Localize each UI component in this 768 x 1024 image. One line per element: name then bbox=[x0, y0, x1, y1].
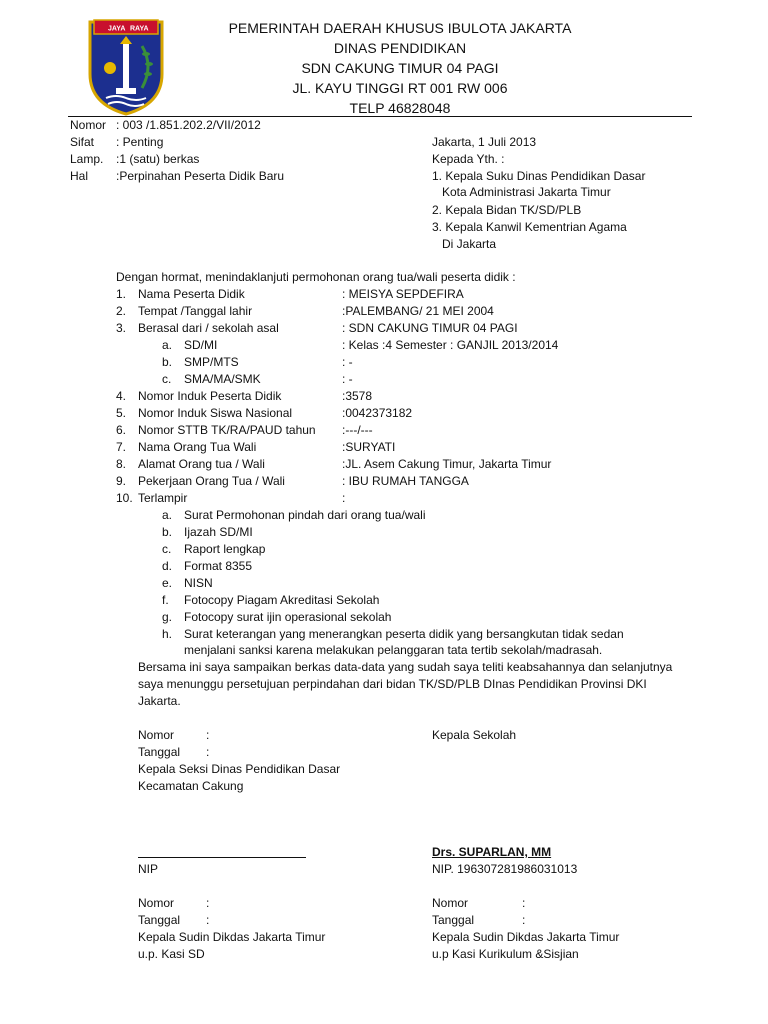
recipient-line: Di Jakarta bbox=[442, 237, 497, 251]
sudin-nomor-label: Nomor bbox=[138, 896, 175, 910]
field-num: b. bbox=[162, 355, 173, 369]
letterhead-divider bbox=[68, 116, 692, 117]
closing-line: saya menunggu persetujuan perpindahan dari bidan TK/SD/PLB DInas Pendidikan Provinsi DKI bbox=[138, 677, 647, 691]
field-num: 8. bbox=[116, 457, 127, 471]
letterhead-line-3: SDN CAKUNG TIMUR 04 PAGI bbox=[301, 60, 499, 76]
field-value: : MEISYA SEPDEFIRA bbox=[342, 287, 464, 301]
field-num: 5. bbox=[116, 406, 127, 420]
recipient-line: Kota Administrasi Jakarta Timur bbox=[442, 185, 611, 199]
letterhead-line-5: TELP 46828048 bbox=[349, 100, 451, 116]
field-label: SD/MI bbox=[184, 338, 218, 352]
sudin-tanggal-label: Tanggal bbox=[138, 913, 181, 927]
sudin-tanggal-label: Tanggal bbox=[432, 913, 475, 927]
field-value: :---/--- bbox=[342, 423, 373, 437]
attachment-letter: c. bbox=[162, 542, 172, 556]
field-label: SMA/MA/SMK bbox=[184, 372, 261, 386]
field-num: 1. bbox=[116, 287, 127, 301]
attachment-letter: d. bbox=[162, 559, 173, 573]
field-value: : bbox=[342, 491, 346, 505]
field-num: 4. bbox=[116, 389, 127, 403]
attachment-text: Format 8355 bbox=[184, 559, 253, 573]
attachment-letter: b. bbox=[162, 525, 173, 539]
attachment-letter: e. bbox=[162, 576, 173, 590]
logo-banner-left: JAYA bbox=[108, 25, 126, 33]
field-value: : SDN CAKUNG TIMUR 04 PAGI bbox=[342, 321, 518, 335]
field-num: 9. bbox=[116, 474, 127, 488]
sudin-title-line: Kepala Sudin Dikdas Jakarta Timur bbox=[432, 930, 620, 944]
field-label: Terlampir bbox=[138, 491, 188, 505]
recipient-line: 2. Kepala Bidan TK/SD/PLB bbox=[432, 203, 582, 217]
field-num: 6. bbox=[116, 423, 127, 437]
field-label: Nomor Induk Siswa Nasional bbox=[138, 406, 293, 420]
meta-label-nomor: Nomor bbox=[70, 118, 107, 132]
sudin-colon: : bbox=[522, 913, 526, 927]
sudin-colon: : bbox=[206, 913, 210, 927]
field-label: Nomor STTB TK/RA/PAUD tahun bbox=[138, 423, 316, 437]
letterhead-line-1: PEMERINTAH DAERAH KHUSUS IBULOTA JAKARTA bbox=[228, 20, 572, 36]
opening-paragraph: Dengan hormat, menindaklanjuti permohonan orang tua/wali peserta didik : bbox=[116, 270, 516, 284]
sudin-title-line: u.p. Kasi SD bbox=[138, 947, 205, 961]
attachment-text: Ijazah SD/MI bbox=[184, 525, 253, 539]
closing-line: Jakarta. bbox=[138, 694, 181, 708]
approval-title-line: Kepala Seksi Dinas Pendidikan Dasar bbox=[138, 762, 341, 776]
meta-label-lamp: Lamp. bbox=[70, 152, 104, 166]
field-label: SMP/MTS bbox=[184, 355, 239, 369]
jakarta-crest-logo bbox=[86, 16, 166, 116]
principal-nip: NIP. 196307281986031013 bbox=[432, 862, 578, 876]
letterhead-line-2: DINAS PENDIDIKAN bbox=[333, 40, 467, 56]
field-label: Tempat /Tanggal lahir bbox=[138, 304, 253, 318]
field-value: : Kelas :4 Semester : GANJIL 2013/2014 bbox=[342, 338, 559, 352]
attachment-letter: a. bbox=[162, 508, 173, 522]
meta-value-sifat: : Penting bbox=[116, 135, 164, 149]
recipient-line: 1. Kepala Suku Dinas Pendidikan Dasar bbox=[432, 169, 646, 183]
closing-line: Bersama ini saya sampaikan berkas data-data yang sudah saya teliti keabsahannya dan selanjutnya bbox=[138, 660, 673, 674]
meta-value-lamp: :1 (satu) berkas bbox=[116, 152, 200, 166]
meta-label-sifat: Sifat bbox=[70, 135, 95, 149]
field-num: 3. bbox=[116, 321, 127, 335]
sudin-title-line: Kepala Sudin Dikdas Jakarta Timur bbox=[138, 930, 326, 944]
field-value: :JL. Asem Cakung Timur, Jakarta Timur bbox=[342, 457, 552, 471]
field-value: :PALEMBANG/ 21 MEI 2004 bbox=[342, 304, 494, 318]
attachment-text: Raport lengkap bbox=[184, 542, 266, 556]
meta-label-hal: Hal bbox=[70, 169, 89, 183]
attachment-text: Surat Permohonan pindah dari orang tua/wali bbox=[184, 508, 426, 522]
recipient-to: Kepada Yth. : bbox=[432, 152, 505, 166]
sudin-nomor-label: Nomor bbox=[432, 896, 469, 910]
field-num: 7. bbox=[116, 440, 127, 454]
sudin-colon: : bbox=[522, 896, 526, 910]
field-value: :3578 bbox=[342, 389, 373, 403]
field-value: :SURYATI bbox=[342, 440, 396, 454]
attachment-letter: f. bbox=[162, 593, 169, 607]
field-num: 2. bbox=[116, 304, 127, 318]
attachment-text: Fotocopy surat ijin operasional sekolah bbox=[184, 610, 392, 624]
logo-banner-right: RAYA bbox=[130, 25, 149, 33]
sudin-colon: : bbox=[206, 896, 210, 910]
field-label: Alamat Orang tua / Wali bbox=[138, 457, 265, 471]
attachment-text-continued: menjalani sanksi karena melakukan pelanggaran tata tertib sekolah/madrasah. bbox=[184, 643, 603, 657]
meta-value-hal: :Perpinahan Peserta Didik Baru bbox=[116, 169, 285, 183]
field-value: : - bbox=[342, 355, 353, 369]
field-num: a. bbox=[162, 338, 173, 352]
field-label: Nama Orang Tua Wali bbox=[138, 440, 257, 454]
recipient-line: 3. Kepala Kanwil Kementrian Agama bbox=[432, 220, 627, 234]
principal-title: Kepala Sekolah bbox=[432, 728, 517, 742]
field-label: Nama Peserta Didik bbox=[138, 287, 245, 301]
field-value: :0042373182 bbox=[342, 406, 413, 420]
field-label: Nomor Induk Peserta Didik bbox=[138, 389, 282, 403]
attachment-text: NISN bbox=[184, 576, 213, 590]
signature-line bbox=[138, 857, 306, 858]
sudin-title-line: u.p Kasi Kurikulum &Sisjian bbox=[432, 947, 579, 961]
approval-nip: NIP bbox=[138, 862, 159, 876]
letter-date: Jakarta, 1 Juli 2013 bbox=[432, 135, 537, 149]
principal-name: Drs. SUPARLAN, MM bbox=[432, 845, 552, 859]
field-num: 10. bbox=[116, 491, 133, 505]
field-label: Pekerjaan Orang Tua / Wali bbox=[138, 474, 285, 488]
approval-colon: : bbox=[206, 728, 210, 742]
field-value: : - bbox=[342, 372, 353, 386]
field-num: c. bbox=[162, 372, 172, 386]
field-value: : IBU RUMAH TANGGA bbox=[342, 474, 469, 488]
attachment-letter: g. bbox=[162, 610, 173, 624]
attachment-letter: h. bbox=[162, 627, 173, 641]
attachment-text: Fotocopy Piagam Akreditasi Sekolah bbox=[184, 593, 380, 607]
attachment-text: Surat keterangan yang menerangkan peserta didik yang bersangkutan tidak sedan bbox=[184, 627, 624, 641]
field-label: Berasal dari / sekolah asal bbox=[138, 321, 279, 335]
approval-title-line: Kecamatan Cakung bbox=[138, 779, 244, 793]
approval-colon: : bbox=[206, 745, 210, 759]
letterhead-line-4: JL. KAYU TINGGI RT 001 RW 006 bbox=[292, 80, 508, 96]
approval-nomor-label: Nomor bbox=[138, 728, 175, 742]
approval-tanggal-label: Tanggal bbox=[138, 745, 181, 759]
meta-value-nomor: : 003 /1.851.202.2/VII/2012 bbox=[116, 118, 261, 132]
